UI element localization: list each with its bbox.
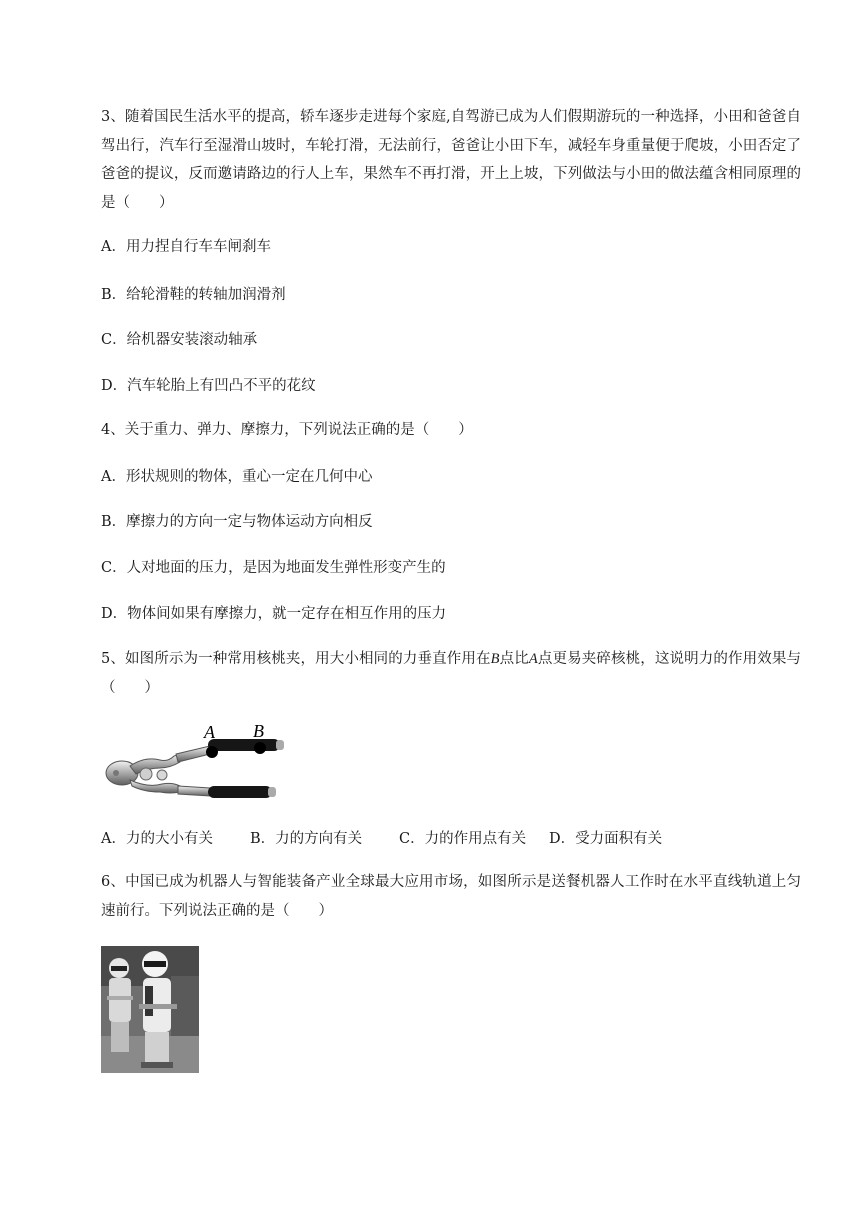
question-5-option-b: B．力的方向有关: [250, 831, 363, 847]
question-5-option-d: D．受力面积有关: [549, 831, 663, 847]
question-4-option-c: C．人对地面的压力，是因为地面发生弹性形变产生的: [101, 560, 446, 576]
question-3-option-d: D．汽车轮胎上有凹凸不平的花纹: [101, 378, 316, 394]
question-5-option-c: C．力的作用点有关: [399, 831, 527, 847]
point-b-label: B: [253, 721, 264, 741]
question-4-option-d: D．物体间如果有摩擦力，就一定存在相互作用的压力: [101, 606, 447, 622]
question-5-point-b: B: [490, 651, 500, 667]
point-a-label: A: [204, 722, 215, 742]
question-3-option-a: A．用力捏自行车车闸刹车: [101, 239, 271, 255]
nutcracker-figure: [100, 716, 290, 806]
question-4-option-a: A．形状规则的物体，重心一定在几何中心: [101, 469, 373, 485]
delivery-robot-photo: [101, 946, 199, 1073]
question-6-stem: 6、中国已成为机器人与智能装备产业全球最大应用市场，如图所示是送餐机器人工作时在水平直线轨道上匀速前行。下列说法正确的是（ ）: [101, 874, 801, 919]
point-b-marker: [254, 742, 266, 754]
question-5-stem-part3: 点更易夹碎核桃，这说明力的作用效果与（ ）: [101, 651, 802, 696]
question-5-option-a: A．力的大小有关: [101, 831, 213, 847]
question-3-option-c: C．给机器安装滚动轴承: [101, 332, 258, 348]
question-4-option-b: B．摩擦力的方向一定与物体运动方向相反: [101, 514, 373, 530]
question-5-point-a: A: [528, 651, 538, 667]
question-5-stem: [101, 645, 801, 702]
question-4-stem: 4、关于重力、弹力、摩擦力，下列说法正确的是（ ）: [101, 422, 473, 438]
question-5-stem-part1: 5、如图所示为一种常用核桃夹，用大小相同的力垂直作用在: [101, 651, 491, 667]
question-5-stem-part2: 点比: [499, 651, 529, 667]
question-5-options: [101, 829, 662, 849]
point-a-marker: [206, 746, 218, 758]
question-3-stem: 3、随着国民生活水平的提高，轿车逐步走进每个家庭,自驾游已成为人们假期游玩的一种选择，小田和爸爸自驾出行，汽车行至湿滑山坡时，车轮打滑，无法前行，爸爸让小田下车，减轻车身重量便于爬坡，小田否定了爸爸的提议，反而邀请路边的行人上车，果然车不再打滑，开上上坡，下列做法与小田的做法蕴含相同原理的是（ ）: [101, 109, 801, 211]
question-3-option-b: B．给轮滑鞋的转轴加润滑剂: [101, 287, 286, 303]
